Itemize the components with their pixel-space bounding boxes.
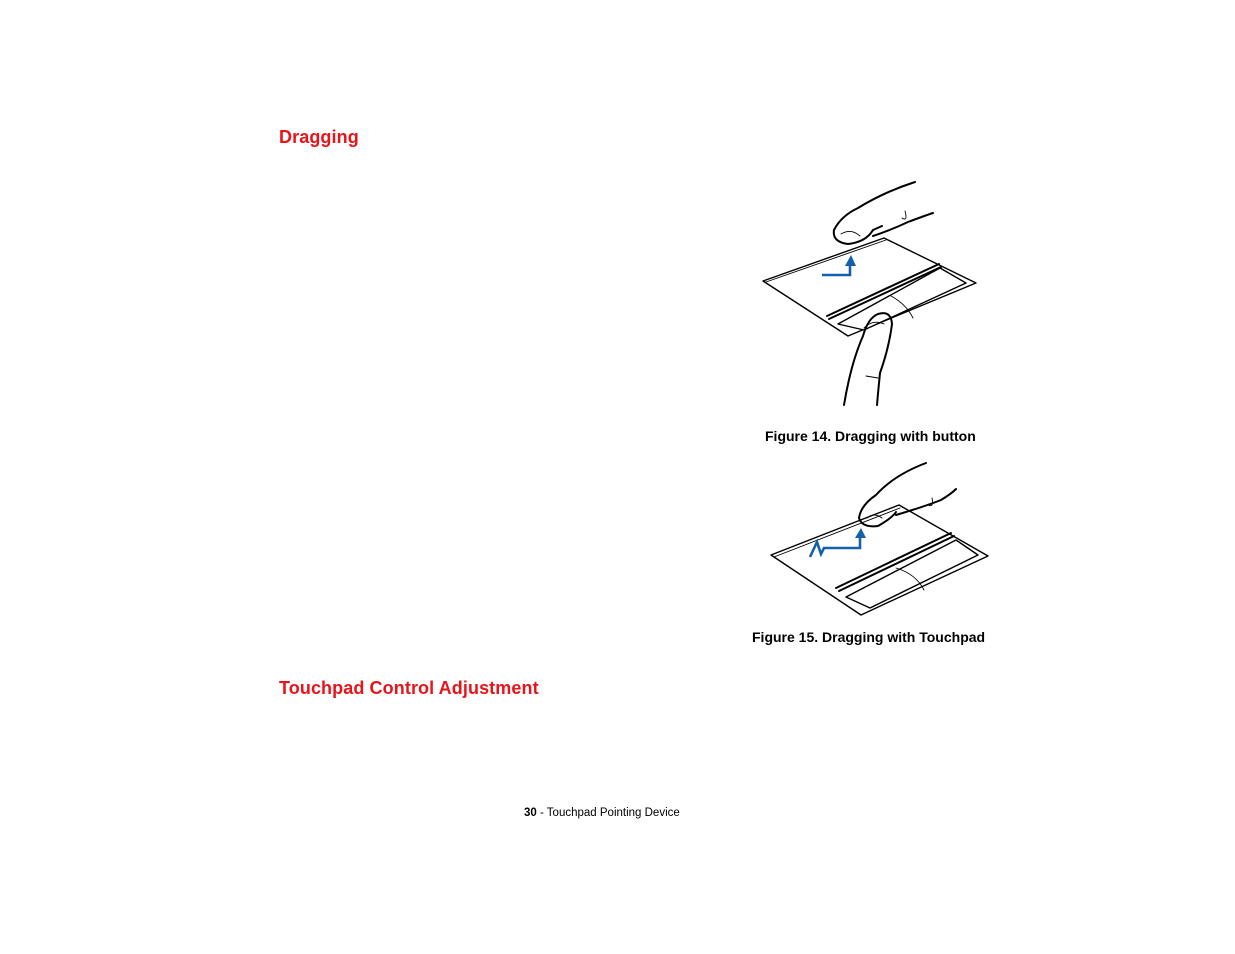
touchpad-drag-with-button-illustration <box>756 178 982 408</box>
section-heading-touchpad-control-adjustment: Touchpad Control Adjustment <box>279 678 539 698</box>
figure-15-caption: Figure 15. Dragging with Touchpad <box>752 629 986 645</box>
figure-15-dragging-with-touchpad <box>766 460 994 618</box>
page-footer <box>524 807 680 819</box>
page-number: 30 <box>524 807 537 819</box>
footer-section-label: - Touchpad Pointing Device <box>536 807 680 819</box>
figure-14-dragging-with-button <box>756 178 982 408</box>
section-heading-dragging: Dragging <box>279 127 359 147</box>
figure-14-caption: Figure 14. Dragging with button <box>765 428 976 444</box>
touchpad-drag-with-tap-illustration <box>766 460 994 618</box>
